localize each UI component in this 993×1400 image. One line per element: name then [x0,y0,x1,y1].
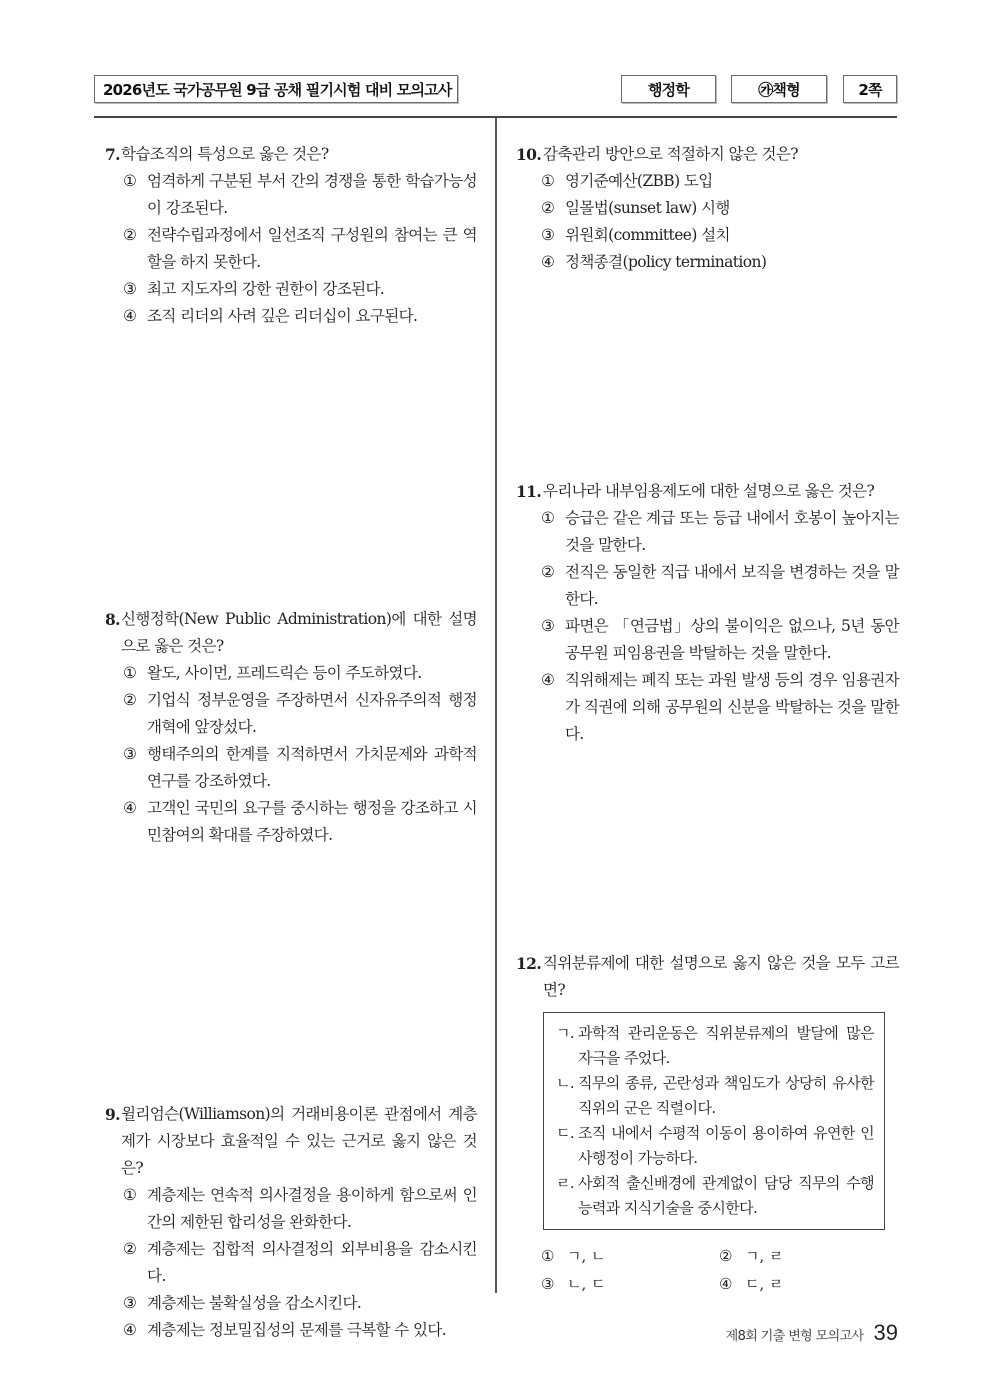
option-text: 기업식 정부운영을 주장하면서 신자유주의적 행정개혁에 앞장섰다. [147,691,477,736]
subject-box [621,75,716,103]
option-1[interactable] [541,1243,719,1269]
option-mark: ① [123,1186,137,1204]
option-2[interactable] [541,195,899,222]
option-mark: ② [123,1240,137,1258]
option-mark: ② [123,691,137,709]
option-mark: ④ [123,799,137,817]
option-mark: ② [541,563,555,581]
option-mark: ③ [123,745,137,763]
option-4[interactable] [123,795,477,849]
option-2[interactable] [541,559,899,613]
option-mark: ④ [541,253,555,271]
option-3[interactable] [123,741,477,795]
option-3[interactable] [123,1290,477,1317]
question-stem: 윌리엄슨(Williamson)의 거래비용이론 관점에서 계층제가 시장보다 효율적일 수 있는 근거로 옳지 않은 것은? [121,1105,477,1177]
subject-text: 행정학 [647,80,690,99]
question-number: 12. [516,954,542,973]
option-text: 계층제는 불확실성을 감소시킨다. [147,1294,362,1312]
option-text: 조직 리더의 사려 깊은 리더십이 요구된다. [147,307,418,325]
exam-title-text: 2026년도 국가공무원 9급 공채 필기시험 대비 모의고사 [103,80,452,99]
question-stem: 학습조직의 특성으로 옳은 것은? [121,145,329,163]
option-1[interactable] [123,660,477,687]
option-text: 전략수립과정에서 일선조직 구성원의 참여는 큰 역할을 하지 못한다. [147,226,477,271]
option-text: 왈도, 사이먼, 프레드릭슨 등이 주도하였다. [147,664,422,682]
example-box [543,1012,885,1230]
option-text: 행태주의의 한계를 지적하면서 가치문제와 과학적 연구를 강조하였다. [147,745,477,790]
option-1[interactable] [123,168,477,222]
option-3[interactable] [541,222,899,249]
option-2[interactable] [123,222,477,276]
option-mark: ③ [123,1294,137,1312]
option-text: 계층제는 연속적 의사결정을 용이하게 함으로써 인간의 제한된 합리성을 완화한다. [147,1186,477,1231]
option-text: ㄱ, ㄹ [745,1247,784,1265]
option-text: 최고 지도자의 강한 권한이 강조된다. [147,280,385,298]
booklet-type-box [731,75,827,103]
option-1[interactable] [541,505,899,559]
example-text: 사회적 출신배경에 관계없이 담당 직무의 수행능력과 지식기술을 중시한다. [578,1174,874,1217]
example-text: 조직 내에서 수평적 이동이 용이하여 유연한 인사행정이 가능하다. [578,1124,874,1167]
option-text: 엄격하게 구분된 부서 간의 경쟁을 통한 학습가능성이 강조된다. [147,172,477,217]
option-mark: ④ [541,671,555,689]
option-1[interactable] [541,168,899,195]
option-text: 파면은 「연금법」상의 불이익은 없으나, 5년 동안 공무원 피임용권을 박탈하는 것을 말한다. [565,617,899,662]
question-number: 8. [105,610,120,629]
option-text: 고객인 국민의 요구를 중시하는 행정을 강조하고 시민참여의 확대를 주장하였다. [147,799,477,844]
option-4[interactable] [123,1317,477,1344]
option-2[interactable] [719,1243,897,1269]
example-item-giyeok [556,1021,874,1071]
option-text: 정책종결(policy termination) [565,253,767,271]
example-item-rieul [556,1171,874,1221]
page-box [843,75,897,103]
option-text: ㄱ, ㄴ [567,1247,606,1265]
option-text: 영기준예산(ZBB) 도입 [565,172,713,190]
example-item-nieun [556,1071,874,1121]
question-9 [105,1101,477,1344]
option-4[interactable] [123,303,477,330]
question-stem: 우리나라 내부임용제도에 대한 설명으로 옳은 것은? [543,482,875,500]
question-number: 7. [105,145,120,164]
option-mark: ③ [541,617,555,635]
option-mark: ① [541,509,555,527]
option-mark: ④ [123,1321,137,1339]
option-1[interactable] [123,1182,477,1236]
exam-title [94,75,458,103]
example-mark: ㄴ. [556,1074,575,1092]
footer-label: 제8회 기출 변형 모의고사 [725,1329,864,1344]
option-2[interactable] [123,1236,477,1290]
option-3[interactable] [541,613,899,667]
option-text: 계층제는 정보밀집성의 문제를 극복할 수 있다. [147,1321,447,1339]
question-12-options [541,1243,901,1297]
option-text: 승급은 같은 계급 또는 등급 내에서 호봉이 높아지는 것을 말한다. [565,509,899,554]
option-mark: ② [719,1247,733,1265]
option-2[interactable] [123,687,477,741]
column-divider [495,117,497,1293]
question-10 [516,141,899,276]
option-text: ㄷ, ㄹ [745,1275,784,1293]
option-text: 직위해제는 폐직 또는 과원 발생 등의 경우 임용권자가 직권에 의해 공무원의 신분을 박탈하는 것을 말한다. [565,671,899,743]
option-mark: ② [541,199,555,217]
option-mark: ③ [541,1275,555,1293]
option-mark: ④ [719,1275,733,1293]
option-4[interactable] [719,1271,897,1297]
option-4[interactable] [541,249,899,276]
question-7 [105,141,477,330]
question-11 [516,478,899,748]
question-stem: 감축관리 방안으로 적절하지 않은 것은? [543,145,798,163]
option-text: ㄴ, ㄷ [567,1275,606,1293]
option-mark: ④ [123,307,137,325]
footer-page-number: 39 [873,1320,898,1345]
question-number: 9. [105,1105,120,1124]
option-text: 일몰법(sunset law) 시행 [565,199,730,217]
option-text: 전직은 동일한 직급 내에서 보직을 변경하는 것을 말한다. [565,563,899,608]
option-mark: ② [123,226,137,244]
page-text: 2쪽 [858,80,882,99]
example-mark: ㄹ. [556,1174,575,1192]
option-3[interactable] [541,1271,719,1297]
booklet-type-text: ㉮책형 [758,80,800,99]
option-mark: ① [123,172,137,190]
example-mark: ㄱ. [556,1024,575,1042]
example-text: 과학적 관리운동은 직위분류제의 발달에 많은 자극을 주었다. [578,1024,874,1067]
question-12 [516,950,899,1004]
example-mark: ㄷ. [556,1124,575,1142]
option-mark: ③ [541,226,555,244]
option-mark: ① [123,664,137,682]
question-stem: 신행정학(New Public Administration)에 대한 설명으로 옳은 것은? [121,610,477,655]
question-number: 10. [516,145,542,164]
example-text: 직무의 종류, 곤란성과 책임도가 상당히 유사한 직위의 군은 직렬이다. [578,1074,874,1117]
option-mark: ① [541,1247,555,1265]
example-item-digeut [556,1121,874,1171]
page-footer [726,1320,898,1346]
question-number: 11. [516,482,542,501]
question-stem: 직위분류제에 대한 설명으로 옳지 않은 것을 모두 고르면? [543,954,899,999]
option-mark: ① [541,172,555,190]
option-3[interactable] [123,276,477,303]
option-4[interactable] [541,667,899,748]
option-mark: ③ [123,280,137,298]
question-8 [105,606,477,849]
option-text: 계층제는 집합적 의사결정의 외부비용을 감소시킨다. [147,1240,477,1285]
option-text: 위원회(committee) 설치 [565,226,730,244]
